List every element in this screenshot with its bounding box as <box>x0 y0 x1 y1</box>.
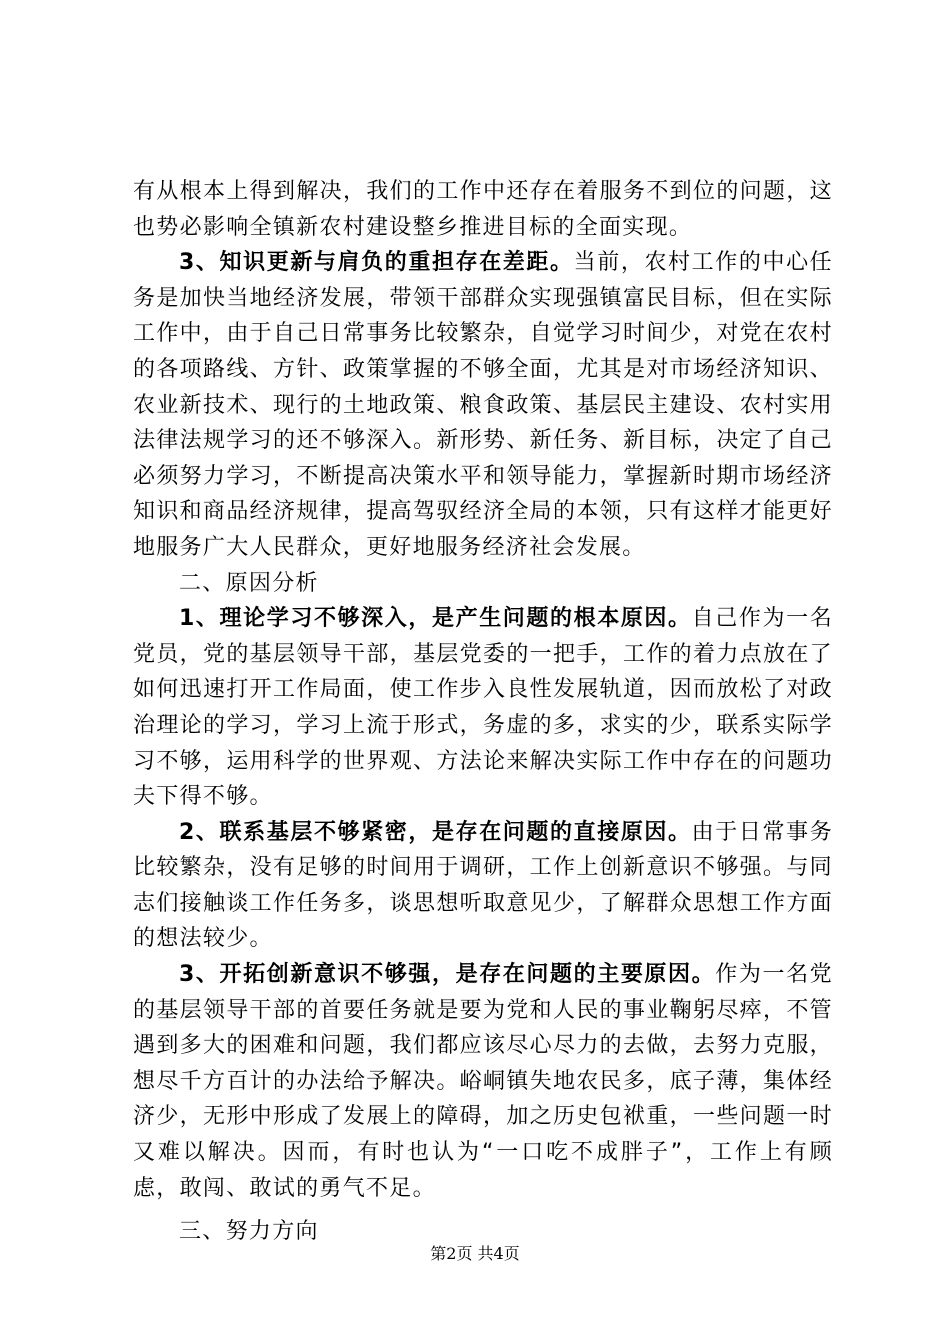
paragraph-text: 有从根本上得到解决，我们的工作中还存在着服务不到位的问题，这也势必影响全镇新农村建设整乡推进目标的全面实现。 <box>133 179 833 240</box>
paragraph-theory-study <box>133 601 833 815</box>
paragraph-knowledge-gap <box>133 245 833 565</box>
paragraph-lead: 1、理论学习不够深入，是产生问题的根本原因。 <box>179 606 692 632</box>
paragraph-continuation <box>133 174 833 245</box>
paragraph-lead: 3、开拓创新意识不够强，是存在问题的主要原因。 <box>179 962 716 988</box>
paragraph-text: 由于日常事务比较繁杂，没有足够的时间用于调研，工作上创新意识不够强。与同志们接触谈工作任务多，谈思想听取意见少，了解群众思想工作方面的想法较少。 <box>133 819 833 952</box>
paragraph-innovation <box>133 957 833 1206</box>
section-heading-cause-analysis: 二、原因分析 <box>179 570 319 596</box>
paragraph-text: 当前，农村工作的中心任务是加快当地经济发展，带领干部群众实现强镇富民目标，但在实际工作中，由于自己日常事务比较繁杂，自觉学习时间少，对党在农村的各项路线、方针、政策掌握的不够全面，尤其是对市场经济知识、农业新技术、现行的土地政策、粮食政策、基层民主建设、农村实用法律法规学习的还不够深入。新形势、新任务、新目标，决定了自己必须努力学习，不断提高决策水平和领导能力，掌握新时期市场经济知识和商品经济规律，提高驾驭经济全局的本领，只有这样才能更好地服务广大人民群众，更好地服务经济社会发展。 <box>133 250 833 560</box>
paragraph-text: 作为一名党的基层领导干部的首要任务就是要为党和人民的事业鞠躬尽瘁，不管遇到多大的困难和问题，我们都应该尽心尽力的去做，去努力克服，想尽千方百计的办法给予解决。峪峒镇失地农民多，底子薄，集体经济少，无形中形成了发展上的障碍，加之历史包袱重，一些问题一时又难以解决。因而，有时也认为“一口吃不成胖子”，工作上有顾虑，敢闯、敢试的勇气不足。 <box>133 962 833 1201</box>
paragraph-grassroots-contact <box>133 815 833 957</box>
paragraph-lead: 2、联系基层不够紧密，是存在问题的直接原因。 <box>179 819 692 845</box>
paragraph-lead: 3、知识更新与肩负的重担存在差距。 <box>179 250 574 276</box>
paragraph-text: 自己作为一名党员，党的基层领导干部，基层党委的一把手，工作的着力点放在了如何迅速打开工作局面，使工作步入良性发展轨道，因而放松了对政治理论的学习，学习上流于形式，务虚的多，求实的少，联系实际学习不够，运用科学的世界观、方法论来解决实际工作中存在的问题功夫下得不够。 <box>133 606 833 810</box>
document-body <box>133 174 833 1250</box>
page-footer: 第2页 共4页 <box>430 1244 520 1263</box>
section-heading-direction: 三、努力方向 <box>179 1219 319 1245</box>
